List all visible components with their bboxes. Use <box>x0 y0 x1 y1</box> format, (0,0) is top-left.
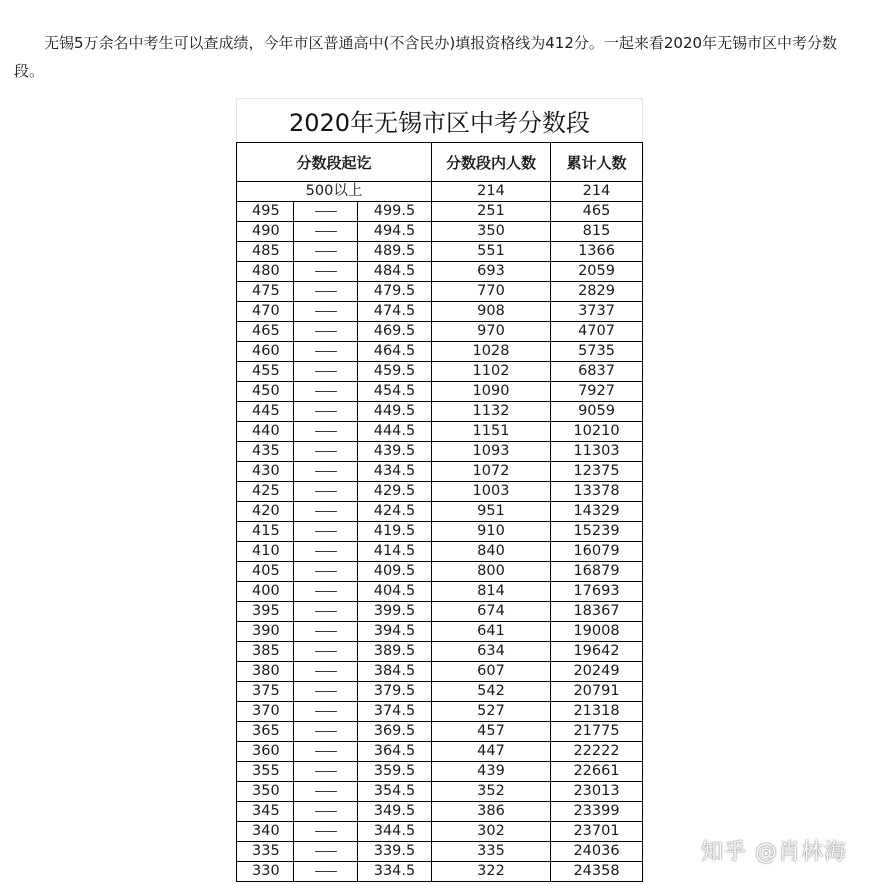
cumulative-count: 20249 <box>551 662 643 682</box>
range-dash: —— <box>294 482 358 502</box>
range-end: 489.5 <box>358 242 432 262</box>
cumulative-count: 12375 <box>551 462 643 482</box>
table-row <box>237 722 643 742</box>
cumulative-count: 1366 <box>551 242 643 262</box>
range-end: 429.5 <box>358 482 432 502</box>
range-end: 354.5 <box>358 782 432 802</box>
cumulative-count: 21775 <box>551 722 643 742</box>
cumulative-count: 16879 <box>551 562 643 582</box>
cumulative-count: 23013 <box>551 782 643 802</box>
range-dash: —— <box>294 422 358 442</box>
segment-count: 322 <box>432 862 551 882</box>
table-row <box>237 682 643 702</box>
range-dash: —— <box>294 322 358 342</box>
watermark: 知乎 @肖林海 <box>701 840 847 865</box>
range-dash: —— <box>294 282 358 302</box>
cumulative-count: 2059 <box>551 262 643 282</box>
range-end: 374.5 <box>358 702 432 722</box>
range-start: 355 <box>237 762 294 782</box>
segment-count: 641 <box>432 622 551 642</box>
segment-count: 674 <box>432 602 551 622</box>
range-end: 479.5 <box>358 282 432 302</box>
table-row <box>237 282 643 302</box>
header-score-range: 分数段起讫 <box>237 143 432 182</box>
range-end: 464.5 <box>358 342 432 362</box>
table-row <box>237 782 643 802</box>
segment-count: 1028 <box>432 342 551 362</box>
range-dash: —— <box>294 582 358 602</box>
table-row <box>237 442 643 462</box>
cumulative-count: 2829 <box>551 282 643 302</box>
table-row <box>237 402 643 422</box>
table-row <box>237 322 643 342</box>
segment-count: 840 <box>432 542 551 562</box>
table-row <box>237 822 643 842</box>
table-row <box>237 362 643 382</box>
range-end: 444.5 <box>358 422 432 442</box>
range-dash: —— <box>294 342 358 362</box>
range-start: 340 <box>237 822 294 842</box>
range-dash: —— <box>294 222 358 242</box>
range-start: 400 <box>237 582 294 602</box>
range-end: 459.5 <box>358 362 432 382</box>
range-start: 330 <box>237 862 294 882</box>
range-start: 375 <box>237 682 294 702</box>
table-row <box>237 842 643 862</box>
table-row <box>237 242 643 262</box>
segment-count: 607 <box>432 662 551 682</box>
cumulative-count: 4707 <box>551 322 643 342</box>
range-end: 419.5 <box>358 522 432 542</box>
cumulative-count: 21318 <box>551 702 643 722</box>
segment-count: 951 <box>432 502 551 522</box>
cumulative-count: 3737 <box>551 302 643 322</box>
table-row <box>237 222 643 242</box>
segment-count: 350 <box>432 222 551 242</box>
range-start: 335 <box>237 842 294 862</box>
range-start: 380 <box>237 662 294 682</box>
segment-count: 1003 <box>432 482 551 502</box>
range-dash: —— <box>294 642 358 662</box>
segment-count: 814 <box>432 582 551 602</box>
range-end: 364.5 <box>358 742 432 762</box>
segment-count: 527 <box>432 702 551 722</box>
segment-count: 1093 <box>432 442 551 462</box>
segment-count: 1102 <box>432 362 551 382</box>
range-start: 350 <box>237 782 294 802</box>
range-end: 369.5 <box>358 722 432 742</box>
cumulative-count: 16079 <box>551 542 643 562</box>
range-start: 365 <box>237 722 294 742</box>
cumulative-count: 22222 <box>551 742 643 762</box>
table-row <box>237 862 643 882</box>
range-start: 460 <box>237 342 294 362</box>
range-start: 465 <box>237 322 294 342</box>
cumulative-count: 17693 <box>551 582 643 602</box>
table-row <box>237 302 643 322</box>
table-row <box>237 602 643 622</box>
range-dash: —— <box>294 822 358 842</box>
range-end: 424.5 <box>358 502 432 522</box>
range-end: 339.5 <box>358 842 432 862</box>
segment-count: 910 <box>432 522 551 542</box>
table-row <box>237 202 643 222</box>
range-start: 415 <box>237 522 294 542</box>
range-end: 404.5 <box>358 582 432 602</box>
cumulative-count: 22661 <box>551 762 643 782</box>
range-end: 499.5 <box>358 202 432 222</box>
range-end: 414.5 <box>358 542 432 562</box>
cumulative-count: 11303 <box>551 442 643 462</box>
range-start: 455 <box>237 362 294 382</box>
table-row-top <box>237 182 643 202</box>
range-start: 430 <box>237 462 294 482</box>
segment-count: 251 <box>432 202 551 222</box>
segment-count: 447 <box>432 742 551 762</box>
cumulative-count: 6837 <box>551 362 643 382</box>
range-dash: —— <box>294 702 358 722</box>
score-distribution-table <box>236 98 643 882</box>
cumulative-count: 13378 <box>551 482 643 502</box>
table-row <box>237 622 643 642</box>
range-end: 439.5 <box>358 442 432 462</box>
table-row <box>237 342 643 362</box>
table-row <box>237 742 643 762</box>
cumulative-count: 5735 <box>551 342 643 362</box>
range-dash: —— <box>294 262 358 282</box>
cumulative-count: 18367 <box>551 602 643 622</box>
cumulative-count: 7927 <box>551 382 643 402</box>
segment-count: 1132 <box>432 402 551 422</box>
segment-count: 693 <box>432 262 551 282</box>
range-dash: —— <box>294 562 358 582</box>
cumulative-count: 9059 <box>551 402 643 422</box>
table-row <box>237 382 643 402</box>
segment-count: 770 <box>432 282 551 302</box>
segment-count: 1151 <box>432 422 551 442</box>
range-start: 345 <box>237 802 294 822</box>
segment-count: 457 <box>432 722 551 742</box>
cumulative-count: 24358 <box>551 862 643 882</box>
range-end: 349.5 <box>358 802 432 822</box>
segment-count: 800 <box>432 562 551 582</box>
range-start: 360 <box>237 742 294 762</box>
top-count: 214 <box>432 182 551 202</box>
range-start: 490 <box>237 222 294 242</box>
table-row <box>237 662 643 682</box>
table-row <box>237 522 643 542</box>
range-end: 399.5 <box>358 602 432 622</box>
range-dash: —— <box>294 542 358 562</box>
range-dash: —— <box>294 502 358 522</box>
range-end: 474.5 <box>358 302 432 322</box>
range-dash: —— <box>294 402 358 422</box>
range-dash: —— <box>294 302 358 322</box>
cumulative-count: 19642 <box>551 642 643 662</box>
table-row <box>237 802 643 822</box>
table-row <box>237 562 643 582</box>
range-dash: —— <box>294 782 358 802</box>
table-row <box>237 642 643 662</box>
range-end: 449.5 <box>358 402 432 422</box>
header-cumulative: 累计人数 <box>551 143 643 182</box>
range-end: 359.5 <box>358 762 432 782</box>
table-row <box>237 502 643 522</box>
range-dash: —— <box>294 622 358 642</box>
range-end: 384.5 <box>358 662 432 682</box>
range-dash: —— <box>294 842 358 862</box>
range-start: 395 <box>237 602 294 622</box>
range-dash: —— <box>294 442 358 462</box>
range-dash: —— <box>294 802 358 822</box>
segment-count: 1072 <box>432 462 551 482</box>
range-start: 420 <box>237 502 294 522</box>
range-start: 475 <box>237 282 294 302</box>
segment-count: 634 <box>432 642 551 662</box>
range-end: 389.5 <box>358 642 432 662</box>
range-end: 484.5 <box>358 262 432 282</box>
range-end: 469.5 <box>358 322 432 342</box>
range-start: 450 <box>237 382 294 402</box>
range-end: 394.5 <box>358 622 432 642</box>
cumulative-count: 24036 <box>551 842 643 862</box>
range-end: 409.5 <box>358 562 432 582</box>
segment-count: 335 <box>432 842 551 862</box>
table-row <box>237 482 643 502</box>
cumulative-count: 14329 <box>551 502 643 522</box>
segment-count: 439 <box>432 762 551 782</box>
range-start: 385 <box>237 642 294 662</box>
top-range-label: 500以上 <box>237 182 432 202</box>
segment-count: 386 <box>432 802 551 822</box>
range-start: 440 <box>237 422 294 442</box>
cumulative-count: 15239 <box>551 522 643 542</box>
range-end: 434.5 <box>358 462 432 482</box>
cumulative-count: 465 <box>551 202 643 222</box>
range-start: 405 <box>237 562 294 582</box>
range-dash: —— <box>294 462 358 482</box>
top-cumulative: 214 <box>551 182 643 202</box>
cumulative-count: 23399 <box>551 802 643 822</box>
range-start: 390 <box>237 622 294 642</box>
segment-count: 1090 <box>432 382 551 402</box>
range-end: 334.5 <box>358 862 432 882</box>
segment-count: 970 <box>432 322 551 342</box>
cumulative-count: 20791 <box>551 682 643 702</box>
segment-count: 551 <box>432 242 551 262</box>
range-dash: —— <box>294 682 358 702</box>
range-dash: —— <box>294 202 358 222</box>
range-start: 435 <box>237 442 294 462</box>
table-row <box>237 702 643 722</box>
range-start: 445 <box>237 402 294 422</box>
table-row <box>237 762 643 782</box>
header-count: 分数段内人数 <box>432 143 551 182</box>
intro-paragraph: 无锡5万余名中考生可以查成绩，今年市区普通高中(不含民办)填报资格线为412分。一起来看2020年无锡市区中考分数段。 <box>14 34 838 80</box>
range-dash: —— <box>294 662 358 682</box>
range-dash: —— <box>294 242 358 262</box>
range-dash: —— <box>294 362 358 382</box>
cumulative-count: 815 <box>551 222 643 242</box>
cumulative-count: 23701 <box>551 822 643 842</box>
range-start: 480 <box>237 262 294 282</box>
range-start: 485 <box>237 242 294 262</box>
segment-count: 302 <box>432 822 551 842</box>
table-row <box>237 422 643 442</box>
range-dash: —— <box>294 722 358 742</box>
segment-count: 542 <box>432 682 551 702</box>
table-row <box>237 582 643 602</box>
range-start: 495 <box>237 202 294 222</box>
table-row <box>237 462 643 482</box>
segment-count: 352 <box>432 782 551 802</box>
range-end: 379.5 <box>358 682 432 702</box>
range-start: 470 <box>237 302 294 322</box>
range-end: 454.5 <box>358 382 432 402</box>
range-start: 410 <box>237 542 294 562</box>
range-end: 494.5 <box>358 222 432 242</box>
range-start: 370 <box>237 702 294 722</box>
cumulative-count: 19008 <box>551 622 643 642</box>
cumulative-count: 10210 <box>551 422 643 442</box>
table-row <box>237 542 643 562</box>
range-dash: —— <box>294 602 358 622</box>
range-dash: —— <box>294 522 358 542</box>
score-table-container <box>236 98 642 882</box>
range-dash: —— <box>294 762 358 782</box>
range-dash: —— <box>294 862 358 882</box>
range-dash: —— <box>294 382 358 402</box>
range-end: 344.5 <box>358 822 432 842</box>
range-start: 425 <box>237 482 294 502</box>
range-dash: —— <box>294 742 358 762</box>
segment-count: 908 <box>432 302 551 322</box>
table-title: 2020年无锡市区中考分数段 <box>237 99 643 143</box>
table-row <box>237 262 643 282</box>
